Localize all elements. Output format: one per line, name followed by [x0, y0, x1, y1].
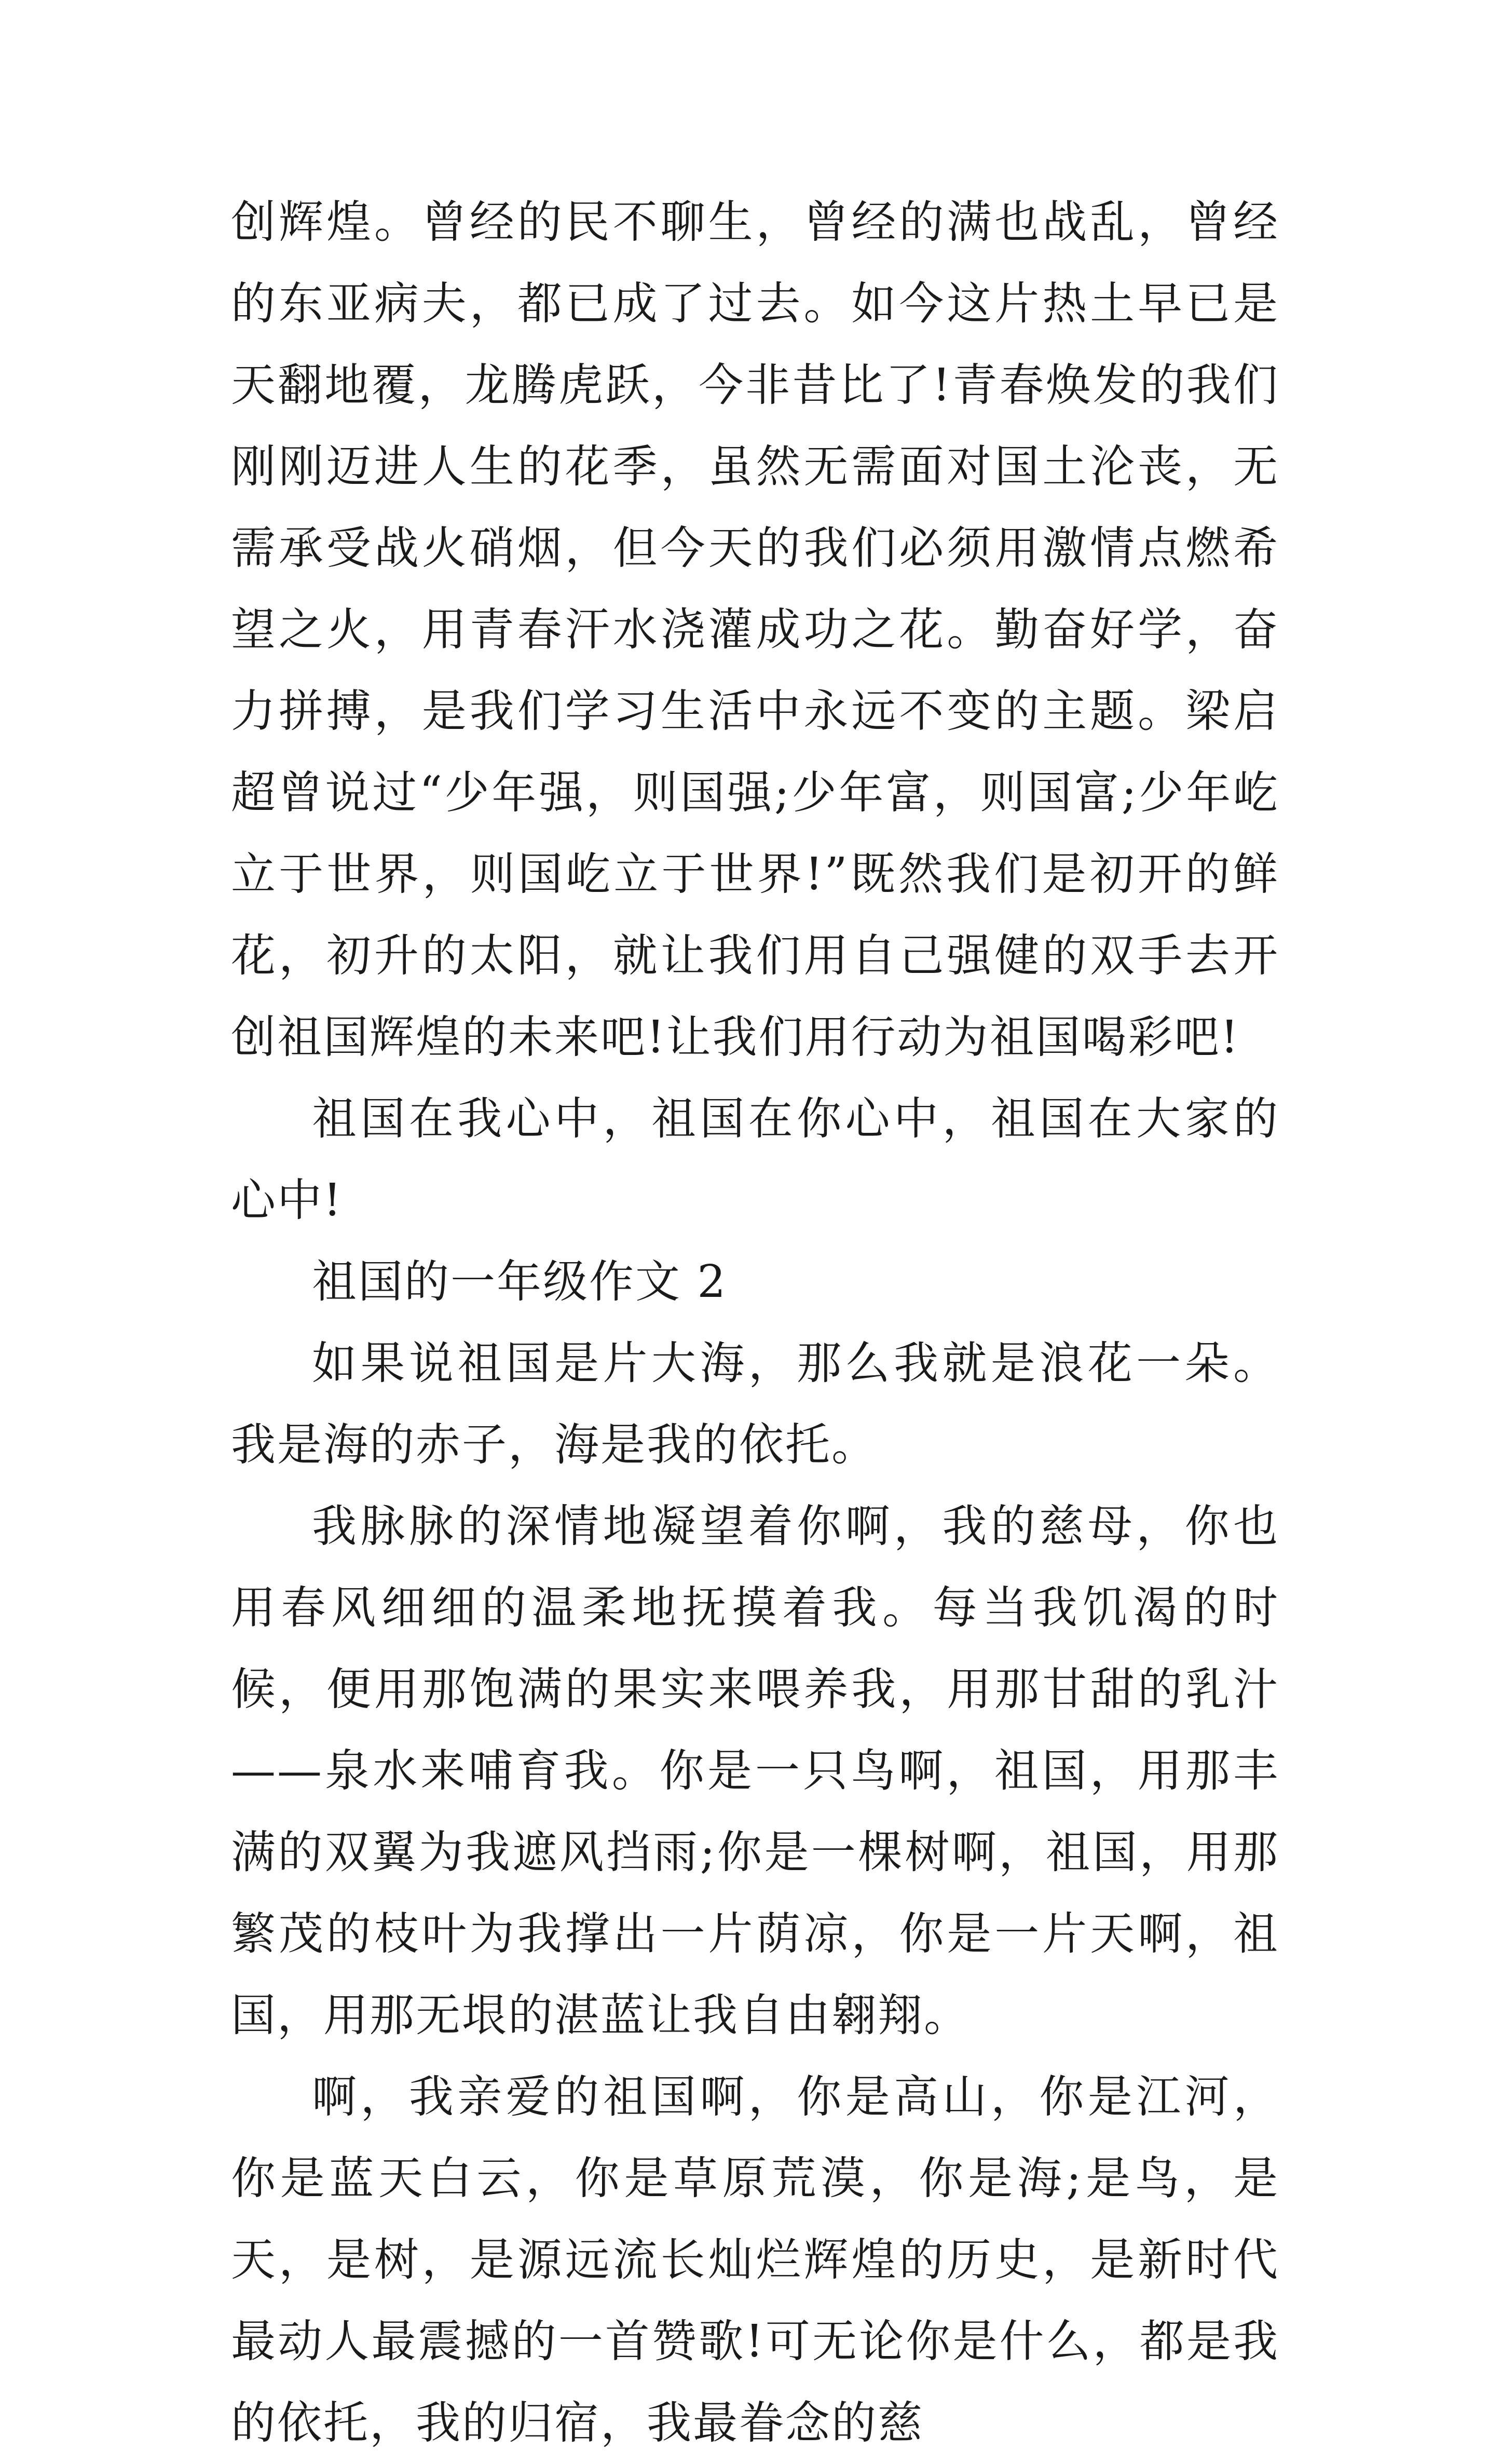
paragraph: 如果说祖国是片大海，那么我就是浪花一朵。我是海的赤子，海是我的依托。: [231, 1337, 1279, 1471]
paragraph: 我脉脉的深情地凝望着你啊，我的慈母，你也用春风细细的温柔地抚摸着我。每当我饥渴的时候，便用那饱满的果实来喂养我，用那甘甜的乳汁——泉水来哺育我。你是一只鸟啊，祖国，用那丰满的双翼为我遮风挡雨;你是一棵树啊，祖国，用那繁茂的枝叶为我撑出一片荫凉，你是一片天啊，祖国，用那无垠的湛蓝让我自由翱翔。: [231, 1500, 1279, 2041]
paragraph-continuation: 创辉煌。曾经的民不聊生，曾经的满也战乱，曾经的东亚病夫，都已成了过去。如今这片热土早已是天翻地覆，龙腾虎跃，今非昔比了!青春焕发的我们刚刚迈进人生的花季，虽然无需面对国土沦丧，无需承受战火硝烟，但今天的我们必须用激情点燃希望之火，用青春汗水浇灌成功之花。勤奋好学，奋力拼搏，是我们学习生活中永远不变的主题。梁启超曾说过“少年强，则国强;少年富，则国富;少年屹立于世界，则国屹立于世界!”既然我们是初开的鲜花，初升的太阳，就让我们用自己强健的双手去开创祖国辉煌的未来吧!让我们用行动为祖国喝彩吧!: [231, 196, 1279, 1063]
paragraph: 啊，我亲爱的祖国啊，你是高山，你是江河，你是蓝天白云，你是草原荒漠，你是海;是鸟，是天，是树，是源远流长灿烂辉煌的历史，是新时代最动人最震撼的一首赞歌!可无论你是什么，都是我的依托，我的归宿，我最眷念的慈: [231, 2071, 1279, 2449]
essay-body: [231, 182, 1279, 2464]
essay-heading: 祖国的一年级作文 2: [312, 1256, 728, 1308]
paragraph-closing-line: 祖国在我心中，祖国在你心中，祖国在大家的心中!: [231, 1093, 1279, 1226]
